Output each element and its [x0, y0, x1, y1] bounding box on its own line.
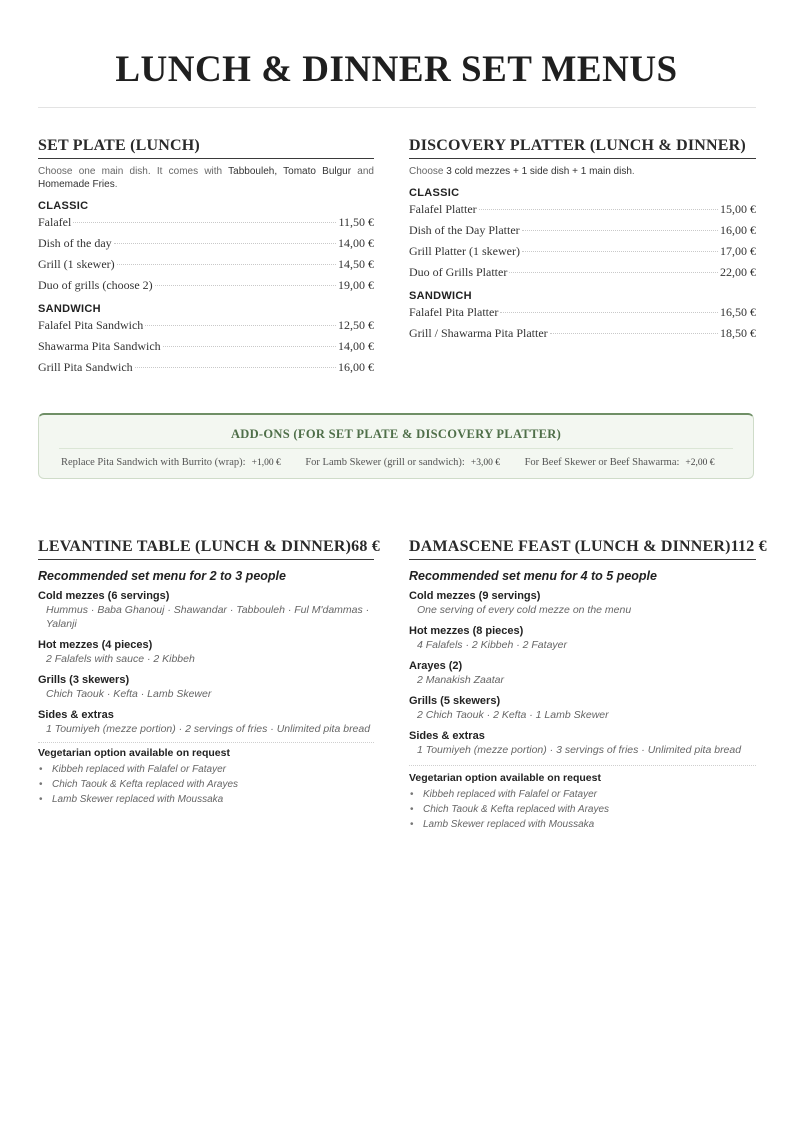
course-heading: Grills (3 skewers): [38, 674, 130, 686]
veg-option-title: Vegetarian option available on request: [38, 747, 230, 759]
course-heading: Hot mezzes (4 pieces): [38, 639, 153, 651]
set-plate-title: SET PLATE (LUNCH): [38, 137, 374, 159]
menu-item: [38, 236, 374, 251]
course-detail: Hummus · Baba Ghanouj · Shawandar · Tabbouleh · Ful M'dammas · Yalanji: [46, 604, 370, 630]
set-plate-sandwich-list: [38, 318, 374, 375]
addons-box: [38, 413, 754, 479]
dot-leader: [550, 333, 718, 334]
addon-price: +1,00 €: [251, 458, 281, 468]
discovery-section: [409, 137, 756, 341]
item-price: 14,50 €: [338, 257, 374, 271]
dot-leader: [522, 251, 718, 252]
menu-item: [409, 244, 756, 259]
menu-item: [38, 257, 374, 272]
levantine-subtitle: Recommended set menu for 2 to 3 people: [38, 569, 286, 583]
course-detail: One serving of every cold mezze on the menu: [417, 604, 632, 616]
course-heading: Sides & extras: [409, 730, 485, 742]
addons-title: ADD-ONS (FOR SET PLATE & DISCOVERY PLATTER): [230, 427, 562, 441]
addon-item: [61, 457, 281, 468]
course-heading: Hot mezzes (8 pieces): [409, 625, 524, 637]
course-detail: 2 Falafels with sauce · 2 Kibbeh: [46, 653, 195, 665]
discovery-intro: Choose 3 cold mezzes + 1 side dish + 1 main dish.: [409, 166, 635, 177]
dot-leader: [163, 346, 336, 347]
addon-label: For Beef Skewer or Beef Shawarma:: [524, 457, 680, 468]
course-heading: Grills (5 skewers): [409, 695, 501, 707]
dot-leader: [117, 264, 336, 265]
item-price: 15,00 €: [720, 202, 756, 216]
discovery-title: DISCOVERY PLATTER (LUNCH & DINNER): [409, 137, 756, 159]
item-price: 11,50 €: [338, 215, 374, 229]
course-heading: Cold mezzes (9 servings): [409, 590, 541, 602]
course-heading: Cold mezzes (6 servings): [38, 590, 170, 602]
levantine-title: LEVANTINE TABLE (LUNCH & DINNER) 68 €: [38, 538, 374, 560]
item-name: Dish of the Day Platter: [409, 223, 520, 237]
menu-item: [409, 326, 756, 341]
course-detail: 4 Falafels · 2 Kibbeh · 2 Fatayer: [417, 639, 567, 651]
item-name: Shawarma Pita Sandwich: [38, 339, 161, 353]
addons-divider: [59, 448, 733, 449]
dot-leader: [114, 243, 336, 244]
veg-option-item: • Lamb Skewer replaced with Moussaka: [409, 817, 756, 832]
item-price: 19,00 €: [338, 278, 374, 292]
item-name: Falafel: [38, 215, 72, 229]
item-name: Duo of Grills Platter: [409, 265, 508, 279]
menu-item: [409, 223, 756, 238]
course-heading: Sides & extras: [38, 709, 114, 721]
menu-item: [409, 202, 756, 217]
dot-leader: [479, 209, 718, 210]
veg-divider: [409, 765, 756, 766]
item-name: Grill / Shawarma Pita Platter: [409, 326, 548, 340]
item-name: Grill Platter (1 skewer): [409, 244, 520, 258]
damascene-subtitle: Recommended set menu for 4 to 5 people: [409, 569, 657, 583]
course-detail: Chich Taouk · Kefta · Lamb Skewer: [46, 688, 212, 700]
item-name: Falafel Pita Platter: [409, 305, 499, 319]
discovery-classic-label: CLASSIC: [409, 187, 460, 199]
item-price: 12,50 €: [338, 318, 374, 332]
dot-leader: [145, 325, 336, 326]
addon-label: Replace Pita Sandwich with Burrito (wrap):: [61, 457, 246, 468]
dot-leader: [500, 312, 718, 313]
item-name: Falafel Pita Sandwich: [38, 318, 144, 332]
addon-price: +2,00 €: [685, 458, 715, 468]
course-detail: 1 Toumiyeh (mezze portion) · 3 servings of fries · Unlimited pita bread: [417, 744, 742, 756]
dot-leader: [155, 285, 336, 286]
set-plate-section: [38, 137, 374, 375]
menu-item: [38, 360, 374, 375]
item-name: Grill Pita Sandwich: [38, 360, 133, 374]
set-plate-intro: Choose one main dish. It comes with Tabbouleh, Tomato Bulgur and Homemade Fries.: [38, 166, 374, 190]
veg-divider: [38, 742, 374, 743]
item-name: Falafel Platter: [409, 202, 477, 216]
dot-leader: [135, 367, 336, 368]
course-detail: 2 Chich Taouk · 2 Kefta · 1 Lamb Skewer: [417, 709, 609, 721]
item-price: 16,00 €: [720, 223, 756, 237]
item-price: 14,00 €: [338, 236, 374, 250]
discovery-sandwich-label: SANDWICH: [409, 290, 472, 302]
set-plate-classic-label: CLASSIC: [38, 200, 89, 212]
dot-leader: [522, 230, 718, 231]
item-price: 16,50 €: [720, 305, 756, 319]
veg-option-item: • Chich Taouk & Kefta replaced with Arayes: [38, 777, 374, 792]
discovery-sandwich-list: [409, 305, 756, 341]
dot-leader: [73, 222, 336, 223]
veg-option-item: • Lamb Skewer replaced with Moussaka: [38, 792, 374, 807]
veg-option-item: • Kibbeh replaced with Falafel or Fatayer: [38, 762, 374, 777]
addon-price: +3,00 €: [470, 458, 500, 468]
damascene-price: 112 €: [730, 538, 767, 555]
dot-leader: [509, 272, 718, 273]
item-name: Dish of the day: [38, 236, 112, 250]
addons-list: [61, 457, 715, 468]
addon-item: [525, 457, 715, 468]
course-detail: 2 Manakish Zaatar: [417, 674, 504, 686]
menu-item: [38, 215, 374, 230]
item-name: Grill (1 skewer): [38, 257, 115, 271]
addon-item: [305, 457, 500, 468]
item-price: 16,00 €: [338, 360, 374, 374]
menu-item: [38, 339, 374, 354]
item-price: 22,00 €: [720, 265, 756, 279]
title-divider: [38, 107, 756, 108]
damascene-title: DAMASCENE FEAST (LUNCH & DINNER) 112 €: [409, 538, 756, 560]
menu-item: [409, 265, 756, 280]
set-plate-classic-list: [38, 215, 374, 293]
levantine-section: [38, 538, 380, 807]
veg-option-title: Vegetarian option available on request: [409, 772, 601, 784]
page-title: LUNCH & DINNER SET MENUS: [115, 49, 678, 90]
menu-item: [409, 305, 756, 320]
levantine-price: 68 €: [351, 538, 380, 555]
course-detail: 1 Toumiyeh (mezze portion) · 2 servings of fries · Unlimited pita bread: [46, 723, 371, 735]
veg-option-list: [409, 787, 756, 832]
addon-label: For Lamb Skewer (grill or sandwich):: [305, 457, 465, 468]
course-heading: Arayes (2): [409, 660, 463, 672]
item-name: Duo of grills (choose 2): [38, 278, 153, 292]
veg-option-list: [38, 762, 374, 807]
item-price: 14,00 €: [338, 339, 374, 353]
menu-item: [38, 278, 374, 293]
damascene-section: [409, 538, 767, 832]
item-price: 18,50 €: [720, 326, 756, 340]
set-plate-sandwich-label: SANDWICH: [38, 303, 101, 315]
item-price: 17,00 €: [720, 244, 756, 258]
veg-option-item: • Chich Taouk & Kefta replaced with Arayes: [409, 802, 756, 817]
discovery-classic-list: [409, 202, 756, 280]
menu-item: [38, 318, 374, 333]
veg-option-item: • Kibbeh replaced with Falafel or Fatayer: [409, 787, 756, 802]
